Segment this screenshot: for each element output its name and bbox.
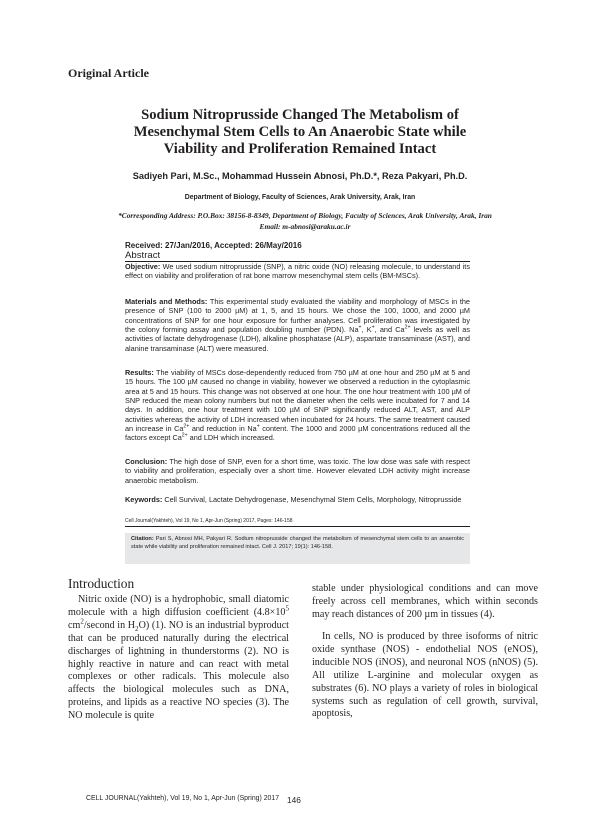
superscript: 2+	[404, 324, 411, 331]
received-dates: Received: 27/Jan/2016, Accepted: 26/May/2016	[125, 241, 302, 250]
author-list: Sadiyeh Pari, M.Sc., Mohammad Hussein Abnosi, Ph.D.*, Reza Pakyari, Ph.D.	[132, 171, 468, 181]
title-line: Mesenchymal Stem Cells to An Anaerobic State while	[133, 123, 467, 140]
section-text: We used sodium nitroprusside (SNP), a nitric oxide (NO) releasing molecule, to understand its effect on viability and proliferation of rat bone marrow mesenchymal stem cells (BM-MSCs).	[125, 262, 470, 281]
superscript: 5	[285, 604, 289, 613]
citation-box	[125, 533, 470, 564]
article-type-label: Original Article	[68, 66, 149, 80]
section-text: , K	[361, 325, 372, 335]
superscript: 2+	[181, 432, 188, 439]
section-label: Objective:	[125, 262, 161, 271]
affiliation: Department of Biology, Faculty of Sciences, Arak University, Arak, Iran	[184, 194, 416, 201]
section-text: and LDH which increased.	[187, 433, 275, 443]
abstract-bottom-divider	[125, 526, 470, 527]
citation-text	[131, 536, 464, 552]
section-text: levels as well as activities of lactate dehydrogenase (LDH), alkaline phosphatase (ALP), aspartate transaminase (AST), and alanine transaminase (ALT) were measured.	[125, 325, 470, 353]
article-title	[60, 107, 540, 157]
superscript: +	[256, 423, 260, 430]
section-label: Results:	[125, 368, 154, 377]
corresponding-address-line: *Corresponding Address: P.O.Box: 38156-8-8349, Department of Biology, Faculty of Sciences, Arak University, Arak, Iran	[118, 211, 492, 220]
section-label: Materials and Methods:	[125, 297, 208, 306]
subscript: 2	[135, 624, 139, 633]
keywords-label: Keywords:	[125, 495, 163, 504]
keywords-text: Cell Survival, Lactate Dehydrogenase, Mesenchymal Stem Cells, Morphology, Nitroprusside	[162, 495, 462, 504]
journal-reference: Cell Journal(Yakhteh), Vol 19, No 1, Apr-Jun (Spring) 2017, Pages: 146-158	[125, 518, 293, 524]
section-text: This experimental study evaluated the viability and morphology of MSCs in the presence of SNP (100 to 2000 µM) at 1, 5, and 15 hours. We chose the 100, 1000, and 2000 µM concentrations of SNP for one hour exposure for further analyses. Cell proliferation was investigated by the colony forming assay and population doubling number (PDN). Na	[125, 297, 470, 335]
footer-journal: CELL JOURNAL(Yakhteh), Vol 19, No 1, Apr-Jun (Spring) 2017	[86, 795, 280, 802]
keywords	[125, 495, 470, 504]
section-text: , and Ca	[374, 325, 405, 335]
title-line: Sodium Nitroprusside Changed The Metabolism of	[141, 107, 459, 123]
title-line: Viability and Proliferation Remained Intact	[163, 140, 437, 157]
superscript: +	[371, 324, 375, 331]
body-text: O) (1). NO is an industrial byproduct that can be produced naturally during the electrical discharges of lightning in thunderstorms (2). NO is highly reactive in nature and can react with metal complexes or other radicals. This molecule also affects the biological molecules such as DNA, proteins, and lipids as a reactive NO species (3). The NO molecule is quite	[68, 619, 289, 722]
abstract-results	[125, 368, 470, 443]
citation-label: Citation:	[131, 536, 154, 542]
corresponding-address	[60, 211, 550, 232]
abstract-methods	[125, 297, 470, 353]
section-text: content. The 1000 and 2000 µM concentrations reduced all the factors except Ca	[125, 424, 471, 443]
section-text: The viability of MSCs dose-dependently reduced from 750 µM at one hour and 250 µM at 5 and 15 hours. The 100 µM caused no change in viability, however we observed a reduction in the cytoplasmic area at 5 and 15 hours. This change was not observed at one hour. The one hour treatment with 100 µM of SNP reduced the mean colony numbers but not the diameter when the cells were incubated for 7 and 14 days. In addition, one hour treatment with 100 µM of SNP significantly reduced ALT, AST, and ALP activities whereas the activity of LDH increased when incubated for 24 hours. The same treatment caused an increase in Ca	[125, 368, 470, 434]
superscript: 2	[80, 617, 84, 626]
superscript: +	[358, 324, 362, 331]
citation-body: Pari S, Abnosi MH, Pakyari R. Sodium nitroprusside changed the metabolism of mesenchymal stem cells to an anaerobic state while viability and proliferation remained intact. Cell J. 2017; 19(1): 146-158.	[131, 536, 464, 550]
introduction-heading: Introduction	[68, 576, 135, 591]
abstract-objective	[125, 262, 470, 281]
email-line: Email: m-abnosi@araku.ac.ir	[259, 221, 351, 231]
section-text: The high dose of SNP, even for a short time, was toxic. The low dose was safe with respect to viability and proliferation, especially over a short time. However elevated LDH activity might increase anaerobic metabolism.	[125, 457, 470, 485]
section-label: Conclusion:	[125, 457, 168, 466]
body-column-right-paragraph: In cells, NO is produced by three isoforms of nitric oxide synthase (NOS) - endothelial NOS (eNOS), inducible NOS (iNOS), and neuronal NOS (nNOS) (5). All utilize L-arginine and molecular oxygen as substrates (6). NO plays a variety of roles in biological systems such as regulation of cell growth, survival, apoptosis,	[312, 631, 538, 720]
body-text: /second in H	[83, 619, 136, 631]
abstract-conclusion	[125, 457, 470, 485]
body-text: Nitric oxide (NO) is a hydrophobic, small diatomic molecule with a high diffusion coefficient (4.8×10	[68, 594, 289, 618]
body-text: cm	[68, 619, 81, 631]
superscript: 2+	[183, 423, 190, 430]
body-column-left	[68, 594, 289, 723]
section-text: and reduction in Na	[189, 424, 257, 434]
abstract-heading: Abstract	[125, 250, 161, 261]
body-column-right-paragraph: stable under physiological conditions and can move freely across cell membranes, which within seconds may reach distances of 200 µm in tissues (4).	[312, 583, 538, 620]
page-number: 146	[287, 795, 301, 805]
